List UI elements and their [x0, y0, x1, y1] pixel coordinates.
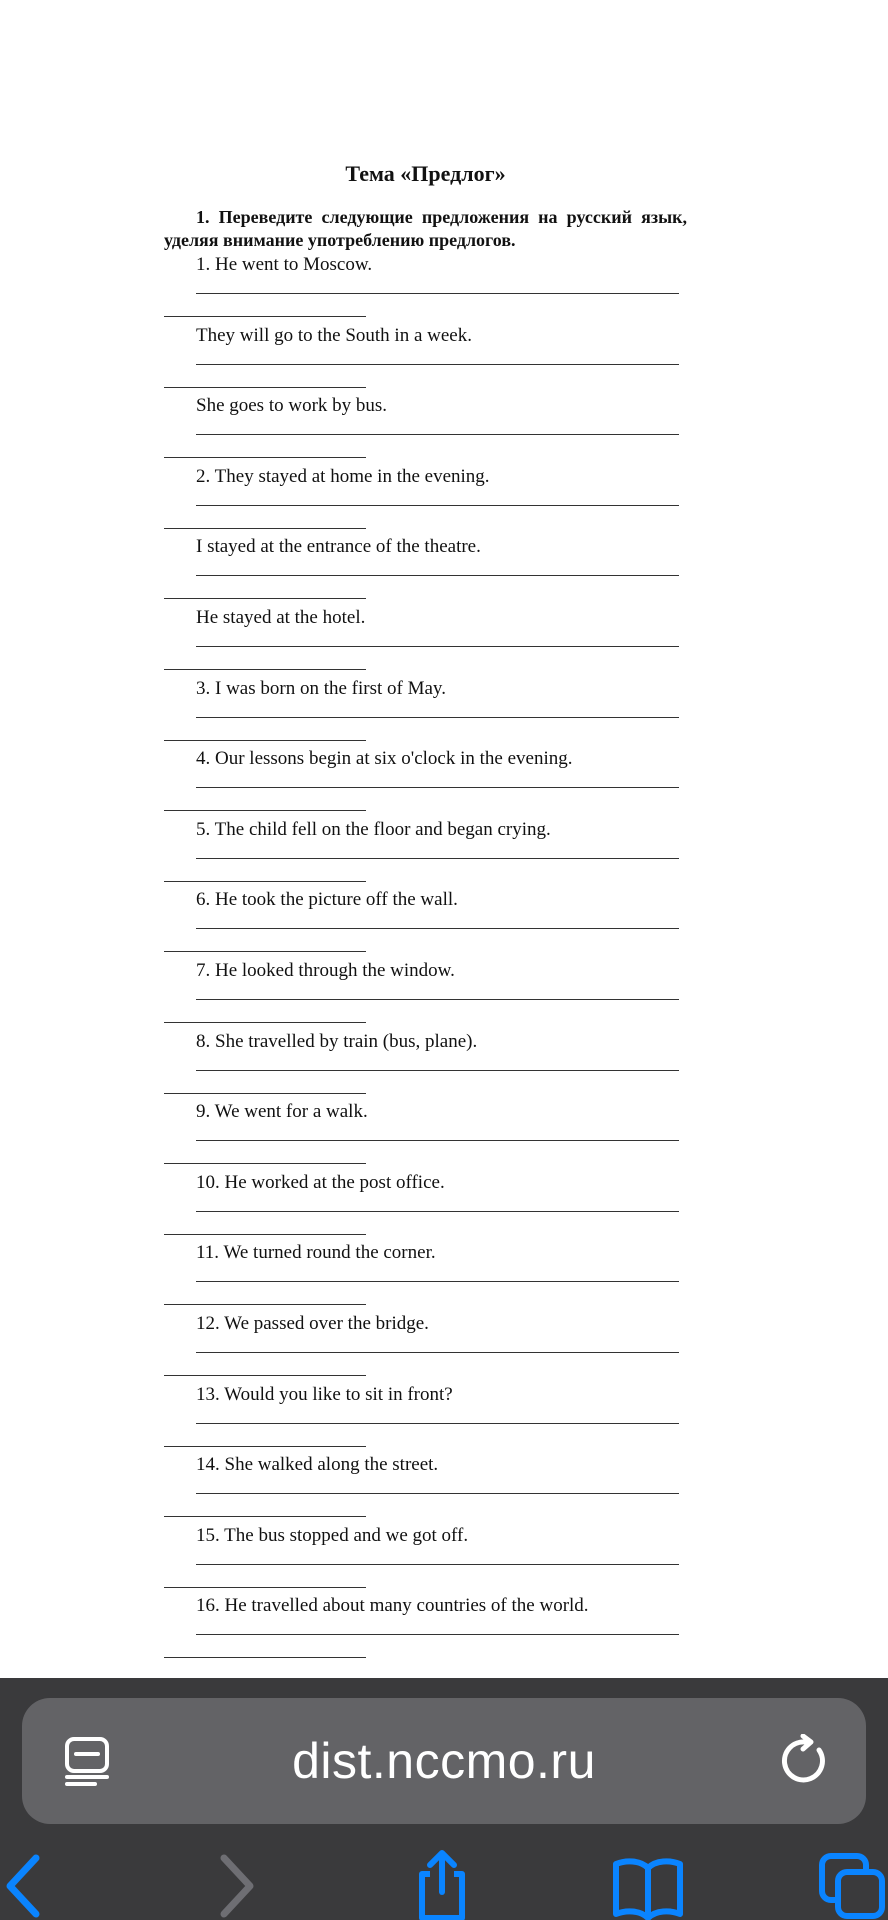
exercise-item [164, 887, 687, 958]
answer-line-continued [164, 387, 366, 388]
answer-line-continued [164, 1587, 366, 1588]
sentence-text: He stayed at the hotel. [196, 606, 366, 628]
exercise-item [164, 1523, 687, 1594]
worksheet-title: Тема «Предлог» [345, 161, 506, 186]
sentence-text: 5. The child fell on the floor and began crying. [196, 818, 551, 840]
answer-line-continued [164, 457, 366, 458]
answer-line [196, 1423, 679, 1424]
sentence-text: 14. She walked along the street. [196, 1454, 439, 1476]
answer-line [196, 999, 679, 1000]
answer-line-continued [164, 1234, 366, 1235]
sentence-text: They will go to the South in a week. [196, 324, 472, 346]
answer-line [196, 1634, 679, 1635]
sentence-text: 10. He worked at the post office. [196, 1171, 445, 1193]
answer-line-continued [164, 1304, 366, 1305]
exercise-item [164, 393, 687, 464]
answer-line-continued [164, 1375, 366, 1376]
tabs-icon[interactable] [816, 1848, 888, 1920]
exercise-item [164, 1170, 687, 1241]
sentence-text: 16. He travelled about many countries of the world. [196, 1595, 589, 1617]
answer-line-continued [164, 669, 366, 670]
sentence-list [164, 252, 687, 1664]
answer-line [196, 1564, 679, 1565]
exercise-item [164, 1311, 687, 1382]
sentence-text: 12. We passed over the bridge. [196, 1312, 429, 1334]
chevron-left-icon[interactable] [0, 1848, 72, 1920]
answer-line-continued [164, 1516, 366, 1517]
address-bar[interactable] [22, 1698, 866, 1824]
share-icon[interactable] [406, 1848, 478, 1920]
sentence-text: 6. He took the picture off the wall. [196, 889, 458, 911]
exercise-item [164, 605, 687, 676]
sentence-text: 13. Would you like to sit in front? [196, 1383, 453, 1405]
sentence-text: 11. We turned round the corner. [196, 1242, 436, 1264]
exercise-item [164, 676, 687, 747]
exercise-item [164, 534, 687, 605]
answer-line [196, 928, 679, 929]
answer-line [196, 505, 679, 506]
worksheet [164, 160, 687, 1664]
answer-line [196, 1352, 679, 1353]
answer-line [196, 858, 679, 859]
sentence-text: 1. He went to Moscow. [196, 254, 373, 275]
exercise-item [164, 1382, 687, 1453]
exercise-item [164, 958, 687, 1029]
sentence-text: 7. He looked through the window. [196, 959, 455, 981]
reader-mode-icon[interactable] [62, 1736, 112, 1786]
chevron-right-icon[interactable] [202, 1848, 274, 1920]
answer-line-continued [164, 740, 366, 741]
answer-line-continued [164, 1657, 366, 1658]
answer-line-continued [164, 528, 366, 529]
sentence-text: 8. She travelled by train (bus, plane). [196, 1030, 478, 1052]
sentence-text: She goes to work by bus. [196, 395, 388, 417]
address-url[interactable]: dist.nccmo.ru [292, 1733, 596, 1789]
answer-line [196, 1211, 679, 1212]
exercise-item [164, 252, 687, 323]
exercise-item [164, 817, 687, 888]
exercise-item [164, 1452, 687, 1523]
sentence-text: I stayed at the entrance of the theatre. [196, 536, 481, 558]
reload-icon[interactable] [778, 1734, 832, 1788]
answer-line [196, 575, 679, 576]
answer-line-continued [164, 1022, 366, 1023]
answer-line [196, 1281, 679, 1282]
answer-line [196, 364, 679, 365]
browser-toolbar [0, 1678, 888, 1920]
exercise-item [164, 1099, 687, 1170]
sentence-text: 4. Our lessons begin at six o'clock in the evening. [196, 748, 573, 770]
answer-line [196, 717, 679, 718]
answer-line-continued [164, 810, 366, 811]
answer-line [196, 1493, 679, 1494]
book-icon[interactable] [612, 1848, 684, 1920]
answer-line [196, 787, 679, 788]
answer-line-continued [164, 1093, 366, 1094]
exercise-item [164, 1593, 687, 1664]
exercise-item [164, 1240, 687, 1311]
answer-line-continued [164, 598, 366, 599]
sentence-text: 3. I was born on the first of May. [196, 677, 446, 699]
answer-line-continued [164, 1446, 366, 1447]
worksheet-instruction: 1. Переведите следующие предложения на русский язык, уделяя внимание употреблению предлогов. [164, 207, 687, 250]
answer-line [196, 646, 679, 647]
sentence-text: 2. They stayed at home in the evening. [196, 465, 490, 487]
answer-line-continued [164, 881, 366, 882]
answer-line-continued [164, 1163, 366, 1164]
sentence-text: 9. We went for a walk. [196, 1101, 368, 1123]
answer-line [196, 1070, 679, 1071]
exercise-item [164, 464, 687, 535]
answer-line [196, 1140, 679, 1141]
exercise-item [164, 323, 687, 394]
exercise-item [164, 746, 687, 817]
answer-line [196, 434, 679, 435]
answer-line [196, 293, 679, 294]
sentence-text: 15. The bus stopped and we got off. [196, 1524, 469, 1546]
answer-line-continued [164, 316, 366, 317]
exercise-item [164, 1029, 687, 1100]
answer-line-continued [164, 951, 366, 952]
